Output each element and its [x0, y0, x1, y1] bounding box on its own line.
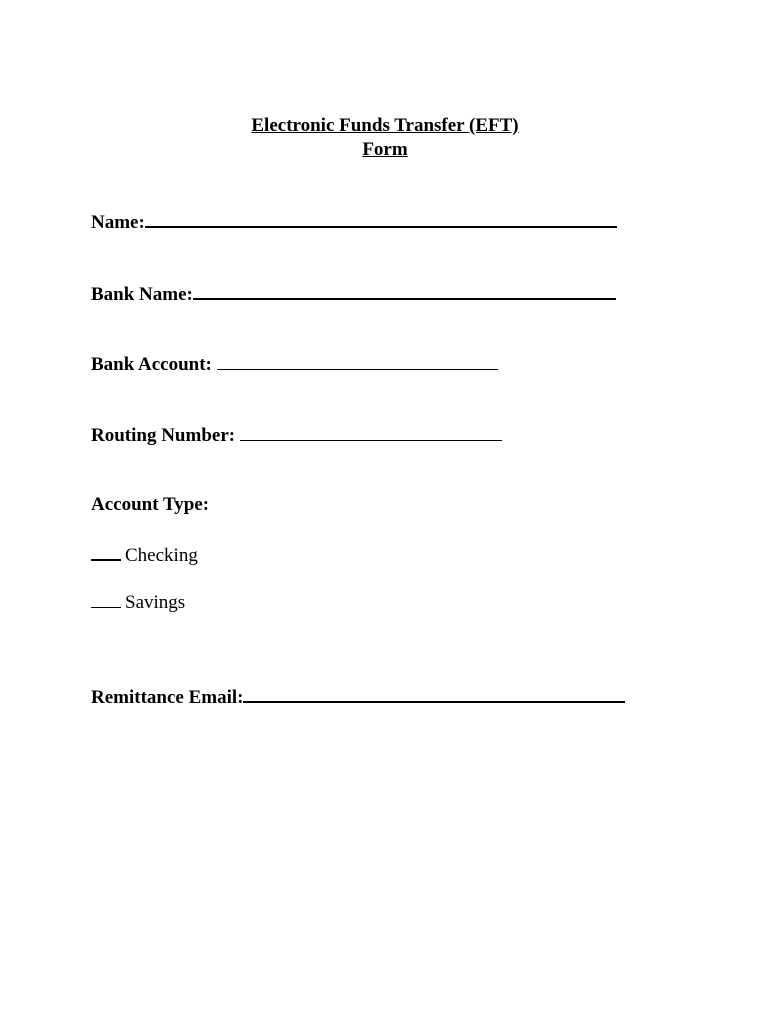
name-blank-line[interactable]	[145, 208, 617, 228]
bank-name-field-row	[91, 280, 616, 307]
savings-label: Savings	[125, 592, 186, 613]
name-label: Name:	[91, 212, 145, 233]
checking-checkbox-line[interactable]	[91, 541, 121, 561]
account-type-heading: Account Type:	[91, 494, 210, 515]
name-field-row	[91, 208, 617, 235]
bank-account-blank-line[interactable]	[217, 351, 498, 370]
routing-number-field-row	[91, 422, 502, 448]
checking-option-row	[91, 541, 198, 568]
routing-number-blank-line[interactable]	[240, 422, 502, 441]
bank-account-label: Bank Account:	[91, 354, 212, 375]
routing-number-label: Routing Number:	[91, 425, 236, 446]
remittance-email-blank-line[interactable]	[243, 683, 625, 703]
bank-name-blank-line[interactable]	[193, 280, 616, 300]
form-title: Electronic Funds Transfer (EFT)	[251, 115, 519, 136]
remittance-email-field-row	[91, 683, 625, 710]
remittance-email-label: Remittance Email:	[91, 687, 244, 708]
bank-account-field-row	[91, 351, 498, 377]
checking-label: Checking	[125, 545, 198, 566]
bank-name-label: Bank Name:	[91, 284, 193, 305]
form-subtitle: Form	[362, 139, 408, 160]
savings-checkbox-line[interactable]	[91, 589, 121, 608]
savings-option-row	[91, 589, 185, 615]
